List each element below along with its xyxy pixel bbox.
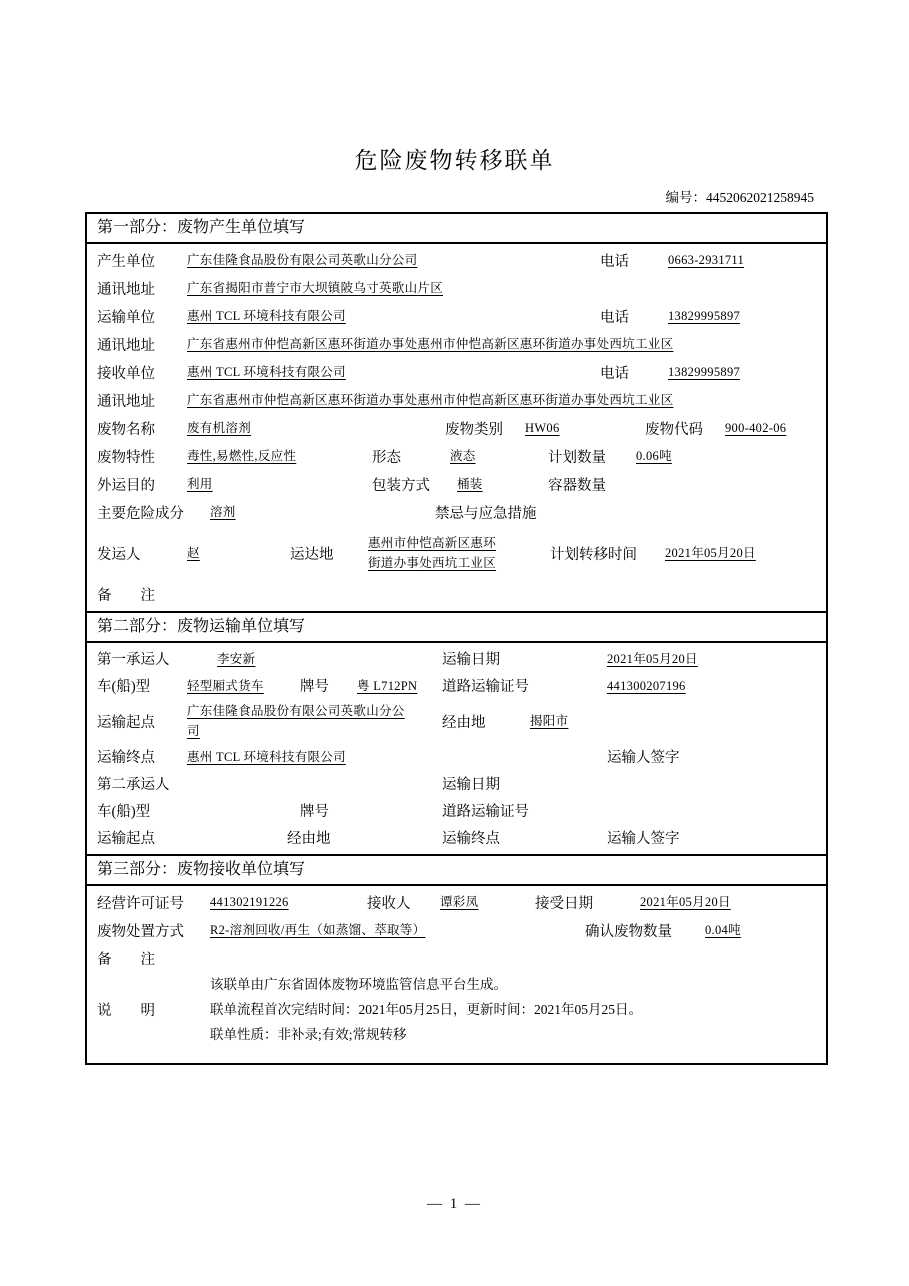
form-value: 液态: [450, 449, 476, 463]
section3-header: 第三部分：废物接收单位填写: [87, 854, 826, 886]
hazard-label: 主要危险成分: [97, 505, 184, 522]
document-title: 危险废物转移联单: [354, 148, 555, 173]
transport-date-label: 运输日期: [442, 652, 500, 668]
transport-date-label: 运输日期: [442, 777, 500, 793]
transporter-label: 运输单位: [97, 309, 155, 326]
document-number-value: 4452062021258945: [706, 190, 814, 205]
planned-qty-value: 0.06吨: [636, 449, 672, 463]
origin-label: 运输起点: [97, 831, 155, 847]
recipient-value: 谭彩凤: [440, 895, 479, 909]
waste-code-value: 900-402-06: [725, 421, 787, 435]
emergency-label: 禁忌与应急措施: [435, 505, 537, 522]
note-line-1: 该联单由广东省固体废物环境监管信息平台生成。: [210, 977, 507, 992]
destination-label: 运达地: [290, 546, 334, 563]
origin1-value: 广东佳隆食品股份有限公司英歌山分公司: [187, 704, 405, 738]
row-hazard: [97, 498, 816, 526]
row-producer: [97, 246, 816, 274]
row-remark-1: [97, 580, 816, 608]
address-label: 通讯地址: [97, 337, 155, 354]
receive-date-value: 2021年05月20日: [640, 895, 731, 909]
waste-name-label: 废物名称: [97, 421, 155, 438]
phone-label: 电话: [600, 365, 629, 382]
document-number-label: 编号：: [665, 190, 706, 205]
row-vehicle2: [97, 797, 816, 824]
remark-label: 备 注: [97, 951, 155, 968]
vehicle-type-label: 车(船)型: [97, 804, 151, 820]
section2-header: 第二部分：废物运输单位填写: [87, 611, 826, 643]
terminus1-value: 惠州 TCL 环境科技有限公司: [187, 749, 346, 764]
waste-property-label: 废物特性: [97, 449, 155, 466]
producer-address-value: 广东省揭阳市普宁市大坝镇陂乌寸英歌山片区: [187, 281, 444, 295]
planned-qty-label: 计划数量: [548, 449, 606, 466]
row-vehicle1: [97, 672, 816, 699]
row-origin1: [97, 699, 816, 743]
consignor-label: 发运人: [97, 546, 141, 563]
packaging-value: 桶装: [457, 477, 483, 491]
carrier2-label: 第二承运人: [97, 777, 170, 793]
row-carrier2: [97, 770, 816, 797]
section1-body: [87, 244, 826, 611]
via-label: 经由地: [442, 714, 486, 731]
waste-property-value: 毒性,易燃性,反应性: [187, 449, 297, 463]
waste-category-value: HW06: [525, 421, 560, 435]
plate-label: 牌号: [300, 804, 329, 820]
plate1-value: 粤 L712PN: [357, 678, 418, 693]
row-remark-3: [97, 944, 816, 972]
transfer-time-label: 计划转移时间: [550, 546, 637, 563]
signature-label: 运输人签字: [607, 831, 680, 847]
row-route2: [97, 824, 816, 851]
waste-code-label: 废物代码: [645, 421, 703, 438]
address-label: 通讯地址: [97, 281, 155, 298]
transporter-value: 惠州 TCL 环境科技有限公司: [187, 309, 346, 323]
recipient-label: 接收人: [367, 895, 411, 912]
receive-date-label: 接受日期: [535, 895, 593, 912]
producer-label: 产生单位: [97, 253, 155, 270]
row-receiver-address: [97, 386, 816, 414]
row-note: [97, 972, 816, 1047]
producer-phone-value: 0663-2931711: [668, 253, 745, 267]
page-number: — 1 —: [427, 1196, 482, 1212]
row-receiver: [97, 358, 816, 386]
confirmed-qty-value: 0.04吨: [705, 923, 741, 937]
transfer-time-value: 2021年05月20日: [665, 546, 756, 560]
note-line-2: 联单流程首次完结时间：2021年05月25日，更新时间：2021年05月25日。: [210, 1002, 642, 1017]
row-consignor: [97, 526, 816, 580]
road-permit-label: 道路运输证号: [442, 679, 529, 695]
receiver-label: 接收单位: [97, 365, 155, 382]
signature-label: 运输人签字: [607, 750, 680, 766]
row-waste-name: [97, 414, 816, 442]
receiver-address-value: 广东省惠州市仲恺高新区惠环街道办事处惠州市仲恺高新区惠环街道办事处西坑工业区: [187, 393, 674, 407]
row-producer-address: [97, 274, 816, 302]
disposal-label: 废物处置方式: [97, 923, 184, 940]
receiver-value: 惠州 TCL 环境科技有限公司: [187, 365, 346, 379]
waste-name-value: 废有机溶剂: [187, 421, 252, 435]
row-disposal: [97, 916, 816, 944]
manifest-table: [85, 212, 828, 1065]
carrier1-value: 李安新: [217, 651, 256, 666]
receiver-phone-value: 13829995897: [668, 365, 741, 379]
consignor-value: 赵: [187, 546, 200, 560]
row-transporter: [97, 302, 816, 330]
note-line-3: 联单性质：非补录;有效;常规转移: [210, 1027, 407, 1042]
hazard-value: 溶剂: [210, 505, 236, 519]
form-label: 形态: [372, 449, 401, 466]
row-transporter-address: [97, 330, 816, 358]
waste-category-label: 废物类别: [445, 421, 503, 438]
document-number: [85, 186, 828, 206]
packaging-label: 包装方式: [372, 477, 430, 494]
origin-label: 运输起点: [97, 714, 155, 731]
disposal-value: R2-溶剂回收/再生（如蒸馏、萃取等）: [210, 923, 426, 937]
row-terminus1: [97, 743, 816, 770]
section2-body: [87, 643, 826, 854]
vehicle-type-label: 车(船)型: [97, 679, 151, 695]
vehicle-type1-value: 轻型厢式货车: [187, 678, 264, 693]
terminus-label: 运输终点: [97, 750, 155, 766]
row-waste-property: [97, 442, 816, 470]
confirmed-qty-label: 确认废物数量: [585, 923, 672, 940]
destination-value: 惠州市仲恺高新区惠环街道办事处西坑工业区: [368, 536, 497, 570]
license-label: 经营许可证号: [97, 895, 184, 912]
phone-label: 电话: [600, 253, 629, 270]
road-permit-label: 道路运输证号: [442, 804, 529, 820]
row-carrier1: [97, 645, 816, 672]
purpose-label: 外运目的: [97, 477, 155, 494]
license-value: 441302191226: [210, 895, 289, 909]
row-license: [97, 888, 816, 916]
terminus-label: 运输终点: [442, 831, 500, 847]
purpose-value: 利用: [187, 477, 213, 491]
producer-value: 广东佳隆食品股份有限公司英歌山分公司: [187, 253, 418, 267]
row-purpose: [97, 470, 816, 498]
phone-label: 电话: [600, 309, 629, 326]
transport-date1-value: 2021年05月20日: [607, 651, 698, 666]
road-permit1-value: 441300207196: [607, 678, 686, 693]
section3-body: [87, 886, 826, 1063]
address-label: 通讯地址: [97, 393, 155, 410]
carrier1-label: 第一承运人: [97, 652, 170, 668]
via1-value: 揭阳市: [530, 714, 569, 728]
via-label: 经由地: [287, 831, 331, 847]
remark-label: 备 注: [97, 587, 155, 604]
section1-header: 第一部分：废物产生单位填写: [87, 214, 826, 244]
plate-label: 牌号: [300, 679, 329, 695]
note-label: 说 明: [97, 1003, 155, 1019]
note-lines: [210, 972, 642, 1047]
container-qty-label: 容器数量: [548, 477, 606, 494]
transporter-address-value: 广东省惠州市仲恺高新区惠环街道办事处惠州市仲恺高新区惠环街道办事处西坑工业区: [187, 337, 674, 351]
transporter-phone-value: 13829995897: [668, 309, 741, 323]
